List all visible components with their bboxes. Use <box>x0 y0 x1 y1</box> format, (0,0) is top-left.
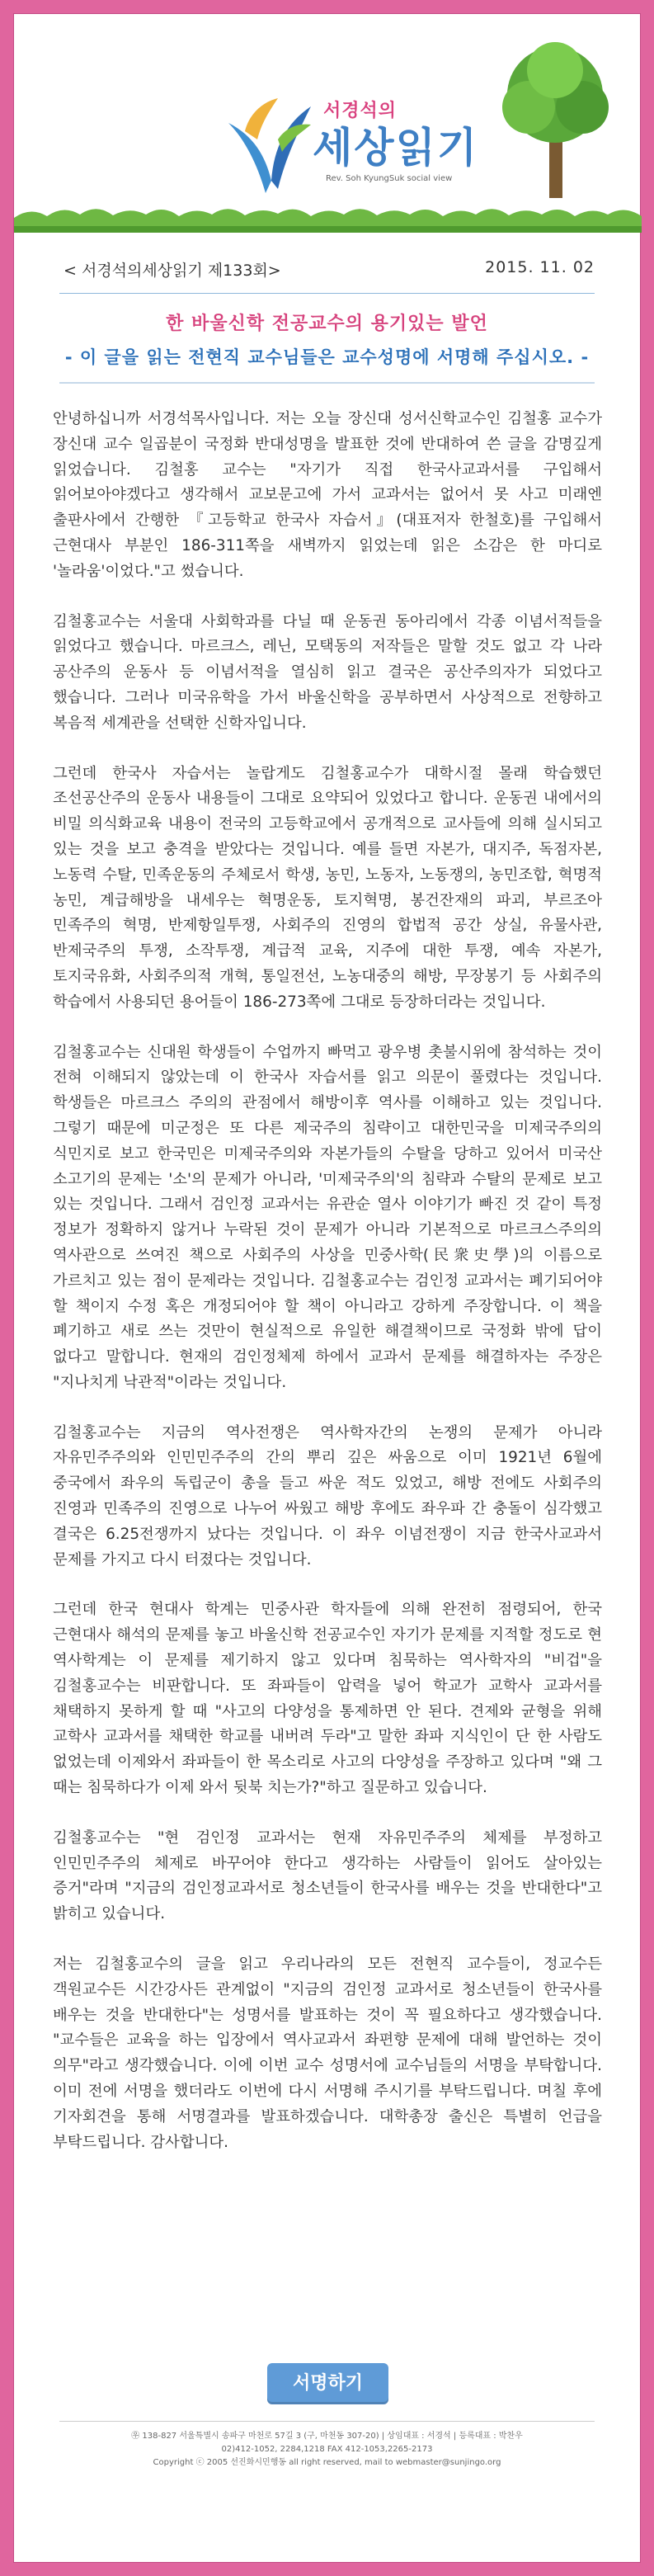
paragraph: 저는 김철홍교수의 글을 읽고 우리나라의 모든 전현직 교수들이, 정교수든 객원교수든 시간강사든 관계없이 "지금의 검인정 교과서로 청소년들이 한국사를 배우는 것을 반대한다"는 성명서를 발표하는 것이 꼭 필요하다고 생각했습니다. "교수들은 교육을 하는 입장에서 역사교과서 좌편향 문제에 대해 발언하는 것이 의무"라고 생각했습니다. 이에 이번 교수 성명서에 교수님들의 서명을 부탁합니다. 이미 전에 서명을 했더라도 이번에 다시 서명해 주시기를 부탁드립니다. 며칠 후에 기자회견을 통해 서명결과를 발표하겠습니다. 대학총장 출신은 특별히 언급을 부탁드립니다. 감사합니다. <box>53 1956 602 2151</box>
paragraph: 그런데 한국사 자습서는 놀랍게도 김철홍교수가 대학시절 몰래 학습했던 조선공산주의 운동사 내용들이 그대로 요약되어 있었다고 합니다. 운동권 내에서의 비밀 의식화교육 내용이 전국의 고등학교에서 공개적으로 교사들에 의해 실시되고 있는 것을 보고 충격을 받았다는 것입니다. 예를 들면 자본가, 대지주, 독점자본, 노동력 수탈, 민족운동의 주체로서 학생, 농민, 노동자, 노동쟁의, 농민조합, 혁명적 농민, 계급해방을 내세우는 혁명운동, 토지혁명, 봉건잔재의 파괴, 부르조아 민족주의 혁명, 반제항일투쟁, 사회주의 진영의 합법적 공간 상실, 유물사관, 반제국주의 투쟁, 소작투쟁, 계급적 교육, 지주에 대한 투쟁, 예속 자본가, 토지국유화, 사회주의적 개혁, 통일전선, 노농대중의 해방, 무장봉기 등 사회주의 학습에서 사용되던 용어들이 186-273쪽에 그대로 등장하더라는 것입니다. <box>53 764 602 1011</box>
logo <box>220 90 492 197</box>
grass-decoration <box>14 200 642 233</box>
tree-icon <box>496 37 615 202</box>
paragraph: 김철홍교수는 "현 검인정 교과서는 현재 자유민주주의 체제를 부정하고 인민민주주의 체제로 바꾸어야 한다고 생각하는 사람들이 읽어도 살아있는 증거"라며 "지금의 검인정교과서로 청소년들이 한국사를 배우는 것을 반대한다"고 밝히고 있습니다. <box>53 1828 602 1923</box>
logo-title: 세상읽기 <box>313 124 479 172</box>
issue-number: < 서경석의세상읽기 제133회> <box>64 262 281 280</box>
paragraph: 김철홍교수는 신대원 학생들이 수업까지 빠먹고 광우병 촛불시위에 참석하는 것이 전혀 이해되지 않았는데 이 한국사 자습서를 읽고 의문이 풀렸다는 것입니다. 학생들은 마르크스 주의의 관점에서 해방이후 역사를 이해하고 있는 것입니다. 그렇기 때문에 미군정은 또 다른 제국주의 침략이고 대한민국을 미제국주의의 식민지로 보고 한국민은 미제국주의와 자본가들의 수탈을 당하고 있어서 미국산 소고기의 문제는 '소'의 문제가 아니라, '미제국주의'의 침략과 수탈의 문제로 보고 있는 것입니다. 그래서 검인정 교과서는 유관순 열사 이야기가 빠진 것 같이 특정 정보가 정확하지 않거나 누락된 것이 문제가 아니라 기본적으로 마르크스주의의 역사관으로 쓰여진 책으로 사회주의 사상을 민중사학(民衆史學)의 이름으로 가르치고 있는 점이 문제라는 것입니다. 김철홍교수는 검인정 교과서는 폐기되어야 할 책이지 수정 혹은 개정되어야 할 책이 아니라고 강하게 주장합니다. 이 책을 폐기하고 새로 쓰는 것만이 현실적으로 유일한 해결책이므로 국정화 밖에 답이 없다고 말합니다. 현재의 검인정체제 하에서 교과서 문제를 해결하자는 주장은 "지나치게 낙관적"이라는 것입니다. <box>53 1043 602 1391</box>
header <box>14 14 640 237</box>
divider <box>59 382 595 384</box>
article-body <box>53 407 602 2180</box>
paragraph: 김철홍교수는 지금의 역사전쟁은 역사학자간의 논쟁의 문제가 아니라 자유민주주의와 인민민주주의 간의 뿌리 깊은 싸움으로 이미 1921년 6월에 중국에서 좌우의 독립군이 총을 들고 싸운 적도 있었고, 해방 전에도 사회주의 진영과 민족주의 진영으로 나누어 싸웠고 해방 후에도 좌우파 간 충돌이 심각했고 결국은 6.25전쟁까지 났다는 것입니다. 이 좌우 이념전쟁이 지금 한국사교과서 문제를 가지고 다시 터졌다는 것입니다. <box>53 1423 602 1569</box>
footer <box>14 2430 640 2470</box>
article-subtitle: - 이 글을 읽는 전현직 교수님들은 교수성명에 서명해 주십시오. - <box>64 347 590 367</box>
paragraph: 그런데 한국 현대사 학계는 민중사관 학자들에 의해 완전히 점령되어, 한국 근현대사 해석의 문제를 놓고 바울신학 전공교수인 자기가 문제를 지적할 정도로 현 역사학계는 이 문제를 제기하지 않고 있다며 침묵하는 역사학자의 "비겁"을 김철홍교수는 비판합니다. 또 좌파들이 압력을 넣어 학교가 교학사 교과서를 채택하지 못하게 할 때 "사고의 다양성을 통제하면 안 된다. 견제와 균형을 위해 교학사 교과서를 채택한 학교를 내버려 두라"고 말한 좌파 지식인이 단 한 사람도 없었는데 이제와서 좌파들이 한 목소리로 사고의 다양성을 주장하고 있다며 "왜 그 때는 침묵하다가 이제 와서 뒷북 치는가?"하고 질문하고 있습니다. <box>53 1601 602 1797</box>
issue-date: 2015. 11. 02 <box>485 258 595 276</box>
logo-subtitle: Rev. Soh KyungSuk social view <box>326 174 453 183</box>
article-title: 한 바울신학 전공교수의 용기있는 발언 <box>166 314 488 334</box>
footer-phone: 02)412-1052, 2284,1218 FAX 412-1053,2265-2173 <box>221 2445 433 2454</box>
footer-address: ㉾ 138-827 서울특별시 송파구 마천로 57길 3 (구, 마천동 307-20) | 상임대표 : 서경석 | 등록대표 : 박찬우 <box>131 2432 523 2441</box>
divider <box>59 293 595 294</box>
logo-small-text: 서경석의 <box>323 101 398 121</box>
footer-copyright: Copyright ⓒ 2005 선진화시민행동 all right reserved, mail to webmaster@sunjingo.org <box>153 2458 501 2467</box>
sign-button[interactable]: 서명하기 <box>267 2363 388 2404</box>
footer-divider <box>59 2421 595 2422</box>
paragraph: 김철홍교수는 서울대 사회학과를 다닐 때 운동권 동아리에서 각종 이념서적들을 읽었다고 했습니다. 마르크스, 레닌, 모택동의 저작들은 말할 것도 없고 각 나라 공산주의 운동사 등 이념서적을 열심히 읽고 결국은 공산주의자가 되었다고 했습니다. 그러나 미국유학을 가서 바울신학을 공부하면서 사상적으로 전향하고 복음적 세계관을 선택한 신학자입니다. <box>53 612 602 732</box>
logo-leaf-icon <box>220 90 319 197</box>
paragraph: 안녕하십니까 서경석목사입니다. 저는 오늘 장신대 성서신학교수인 김철홍 교수가 장신대 교수 일곱분이 국정화 반대성명을 발표한 것에 반대하여 쓴 글을 감명깊게 읽었습니다. 김철홍 교수는 "자기가 직접 한국사교과서를 구입해서 읽어보아야겠다고 생각해서 교보문고에 가서 교과서는 없어서 못 사고 미래엔 출판사에서 간행한 『고등학교 한국사 자습서』(대표저자 한철호)를 구입해서 근현대사 부분인 186-311쪽을 새벽까지 읽었는데 읽은 소감은 한 마디로 '놀라움'이었다."고 썼습니다. <box>53 410 602 580</box>
newsletter-frame <box>13 13 641 2563</box>
